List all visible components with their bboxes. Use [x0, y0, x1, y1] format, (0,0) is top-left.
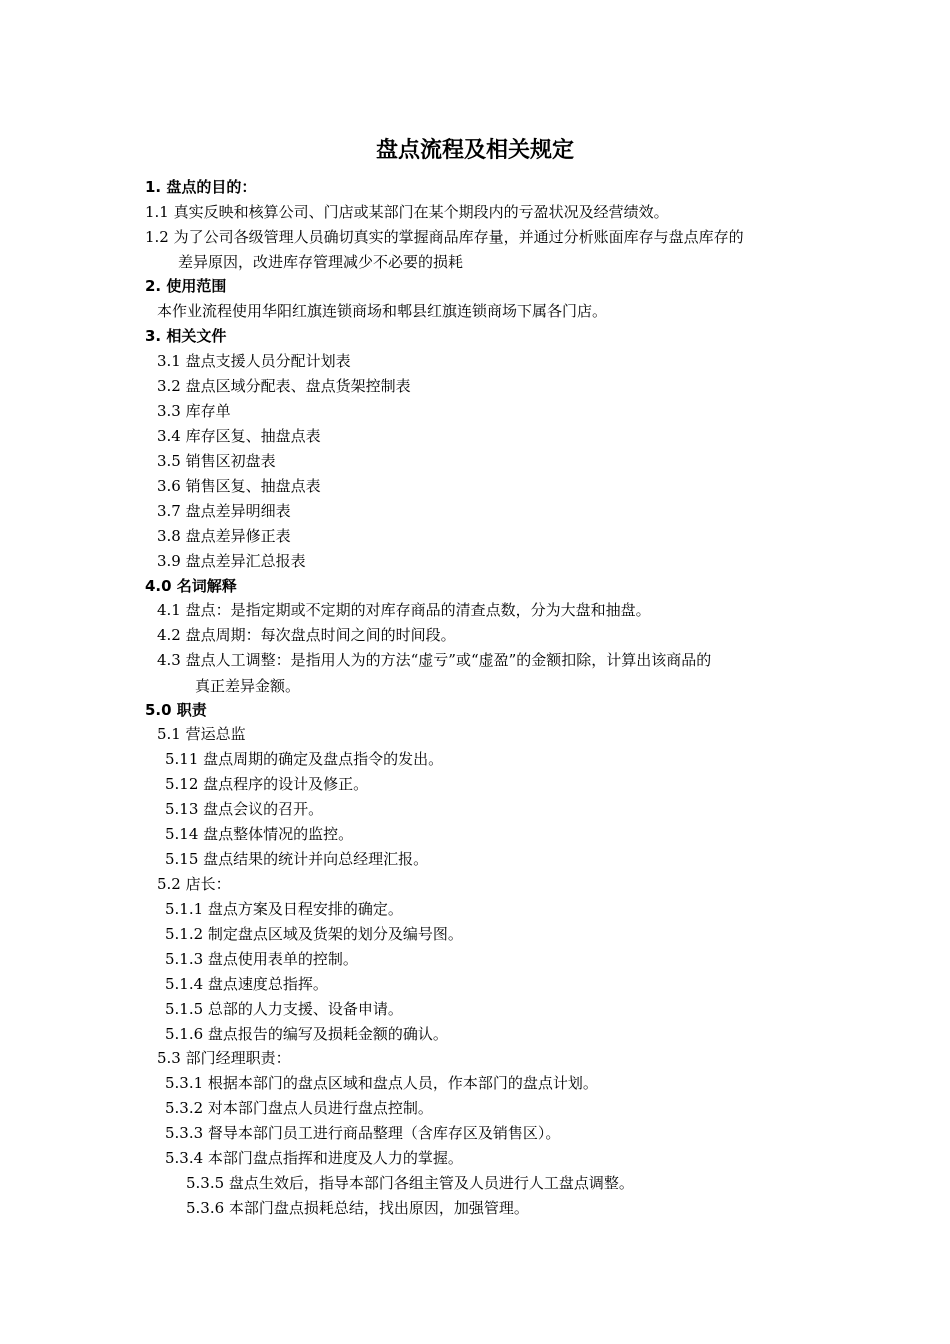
- section-4-heading: 4.0 名词解释: [145, 577, 237, 595]
- section-5-heading: 5.0 职责: [145, 701, 207, 719]
- list-item: 3.3 库存单: [157, 402, 231, 420]
- list-item: 5.3.6 本部门盘点损耗总结，找出原因，加强管理。: [186, 1199, 529, 1217]
- section-5-3: 5.3 部门经理职责：: [157, 1049, 291, 1067]
- section-1-1: 1.1 真实反映和核算公司、门店或某部门在某个期段内的亏盈状况及经营绩效。: [145, 203, 669, 221]
- list-item: 3.5 销售区初盘表: [157, 452, 276, 470]
- list-item: 5.12 盘点程序的设计及修正。: [165, 775, 369, 793]
- list-item: 5.3.4 本部门盘点指挥和进度及人力的掌握。: [165, 1149, 463, 1167]
- list-item: 3.8 盘点差异修正表: [157, 527, 291, 545]
- section-4-1: 4.1 盘点：是指定期或不定期的对库存商品的清查点数，分为大盘和抽盘。: [157, 601, 651, 619]
- list-item: 5.1.3 盘点使用表单的控制。: [165, 950, 358, 968]
- section-5-2: 5.2 店长：: [157, 875, 231, 893]
- list-item: 3.6 销售区复、抽盘点表: [157, 477, 321, 495]
- list-item: 5.13 盘点会议的召开。: [165, 800, 324, 818]
- section-1-2-line-2: 差异原因，改进库存管理减少不必要的损耗: [178, 253, 464, 271]
- section-4-2: 4.2 盘点周期：每次盘点时间之间的时间段。: [157, 626, 456, 644]
- list-item: 5.1.6 盘点报告的编写及损耗金额的确认。: [165, 1025, 448, 1043]
- section-2-heading: 2. 使用范围: [145, 277, 227, 295]
- list-item: 5.1.1 盘点方案及日程安排的确定。: [165, 900, 403, 918]
- list-item: 3.4 库存区复、抽盘点表: [157, 427, 321, 445]
- list-item: 3.7 盘点差异明细表: [157, 502, 291, 520]
- list-item: 5.1.4 盘点速度总指挥。: [165, 975, 328, 993]
- list-item: 5.1.5 总部的人力支援、设备申请。: [165, 1000, 403, 1018]
- list-item: 5.3.3 督导本部门员工进行商品整理（含库存区及销售区）。: [165, 1124, 561, 1142]
- document-title: 盘点流程及相关规定: [375, 138, 574, 163]
- list-item: 3.9 盘点差异汇总报表: [157, 552, 306, 570]
- list-item: 3.2 盘点区域分配表、盘点货架控制表: [157, 377, 411, 395]
- list-item: 5.14 盘点整体情况的监控。: [165, 825, 354, 843]
- section-2-body: 本作业流程使用华阳红旗连锁商场和郫县红旗连锁商场下属各门店。: [157, 302, 608, 320]
- section-4-3-line-1: 4.3 盘点人工调整：是指用人为的方法“虚亏”或“虚盈”的金额扣除，计算出该商品的: [157, 651, 712, 669]
- section-5-1: 5.1 营运总监: [157, 725, 246, 743]
- section-4-3-line-2: 真正差异金额。: [195, 677, 301, 695]
- list-item: 5.3.1 根据本部门的盘点区域和盘点人员，作本部门的盘点计划。: [165, 1074, 598, 1092]
- section-1-2-line-1: 1.2 为了公司各级管理人员确切真实的掌握商品库存量，并通过分析账面库存与盘点库存的: [145, 228, 744, 246]
- list-item: 3.1 盘点支援人员分配计划表: [157, 352, 351, 370]
- section-1-heading: 1. 盘点的目的：: [145, 178, 257, 196]
- section-3-heading: 3. 相关文件: [145, 327, 227, 345]
- list-item: 5.1.2 制定盘点区域及货架的划分及编号图。: [165, 925, 463, 943]
- list-item: 5.15 盘点结果的统计并向总经理汇报。: [165, 850, 429, 868]
- list-item: 5.11 盘点周期的确定及盘点指令的发出。: [165, 750, 444, 768]
- list-item: 5.3.5 盘点生效后，指导本部门各组主管及人员进行人工盘点调整。: [186, 1174, 634, 1192]
- list-item: 5.3.2 对本部门盘点人员进行盘点控制。: [165, 1099, 433, 1117]
